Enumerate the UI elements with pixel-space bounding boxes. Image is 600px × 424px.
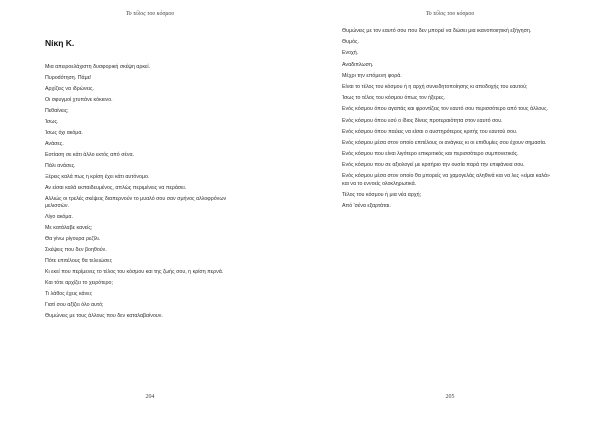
text-line: Πότε επιτέλους θα τελειώσει; <box>45 258 113 265</box>
text-line: Ίσως. <box>45 118 59 125</box>
text-line: Εστίαση σε κάτι άλλο εκτός από σένα. <box>45 151 135 158</box>
text-line: Μέχρι την επόμενη φορά. <box>342 72 402 79</box>
text-line: Θυμός. <box>342 39 360 46</box>
text-line: Πεθαίνεις; <box>45 107 69 114</box>
text-line: Λίγο ακόμα. <box>45 214 73 221</box>
right-page <box>300 0 600 424</box>
text-line: Κι εκεί που περίμενες το τέλος του κόσμου και της ζωής σου, η κρίση περνά. <box>45 269 224 276</box>
text-line: Θυμώνεις με τον εαυτό σου που δεν μπορεί να δώσει μια ικανοποιητική εξήγηση. <box>342 28 532 34</box>
text-line: Θα γίνω ρίγουρα ρεζίλι. <box>45 236 101 243</box>
text-line: Οι σφυγμοί χτυπάνε κόκκινο. <box>45 96 113 103</box>
text-line: Τι λάθος έχεις κάνει; <box>45 291 93 298</box>
text-line: Με κατάλαβε κανείς; <box>45 225 93 232</box>
text-line: Γιατί σου αξίζει όλο αυτό; <box>45 302 104 309</box>
text-line: Από 'σένα εξαρτάται. <box>342 203 391 210</box>
text-line: Αρχίζεις να ιδρώνεις. <box>45 85 95 92</box>
page-number-left: 204 <box>145 394 155 400</box>
running-head-right: Το τέλος του κόσμου <box>425 11 475 17</box>
text-line: Τέλος του κόσμου ή μια νέα αρχή; <box>342 192 422 199</box>
text-line: Ενοχή. <box>342 50 359 57</box>
text-line: Ίσως το τέλος του κόσμου όπως τον ήξερες. <box>342 95 446 102</box>
page-number-right: 205 <box>445 394 455 400</box>
text-line: Αν είσαι καλά εκπαιδευμένος, απλώς περιμένεις να περάσει. <box>45 184 187 191</box>
text-line: Θυμώνεις με τους άλλους που δεν καταλαβαίνουν. <box>45 313 163 320</box>
text-line: Ενός κόσμου όπου παύεις να είσαι ο αυστηρότερος κριτής του εαυτού σου. <box>342 128 518 135</box>
text-line: Ίσως όχι ακόμα. <box>45 129 83 136</box>
text-line: Μια απειροελάχιστη δυσφορική σκέψη αρκεί. <box>45 64 151 70</box>
text-line: Ενός κόσμου που σε αξιολογεί με κριτήριο την ουσία παρά την επιφάνεια σου. <box>342 162 525 169</box>
right-page-body <box>342 28 552 215</box>
text-line: Ενός κόσμου μέσα στον οποίο επιτέλους οι ανάγκες κι οι επιθυμίες σου έχουν σημασία. <box>342 139 547 146</box>
text-line: Και τότε αρχίζει το χειρότερο; <box>45 280 113 287</box>
author-heading: Νίκη Κ. <box>45 38 75 48</box>
text-line: Ανάσες. <box>45 140 64 147</box>
text-line: Ενός κόσμου που είναι λιγότερο επικριτικός και περισσότερο συμπονετικός. <box>342 151 519 158</box>
text-line: Ενός κόσμου μέσα στον οποίο θα μπορείς να χαμογελάς αληθινά και να λες «είμαι καλά» και να το εννοείς ολοκληρωτικά. <box>342 173 550 188</box>
text-line: Αναδιπλωση. <box>342 61 374 68</box>
text-line: Ενός κόσμου όπου εσύ ο ίδιος δίνεις προτεραιότητα στον εαυτό σου. <box>342 117 503 124</box>
text-line: Είναι το τέλος του κόσμου ή η αρχή συνειδητοποίησης κι αποδοχής του εαυτού; <box>342 83 528 90</box>
running-head-left: Το τέλος του κόσμου <box>125 11 175 17</box>
text-line: Αλλιώς οι τρελές σκέψεις διαπερνούν το μυαλό σου σαν σμήνος αλλοφρόνων μελισσών. <box>45 195 227 210</box>
text-line: Πυρodότηση. Πάμε! <box>45 74 92 81</box>
text-line: Πάλι ανάσες. <box>45 162 76 169</box>
text-line: Ενός κόσμου όπου αγαπάς και φροντίζεις τον εαυτό σου περισσότερο από τους άλλους. <box>342 106 549 113</box>
text-line: Σκέψεις που δεν βοηθούν. <box>45 247 107 254</box>
left-page-body <box>45 38 250 324</box>
text-line: Ξέρεις καλά πως η κρίση έχει κάτι αυτόνομο. <box>45 173 150 180</box>
